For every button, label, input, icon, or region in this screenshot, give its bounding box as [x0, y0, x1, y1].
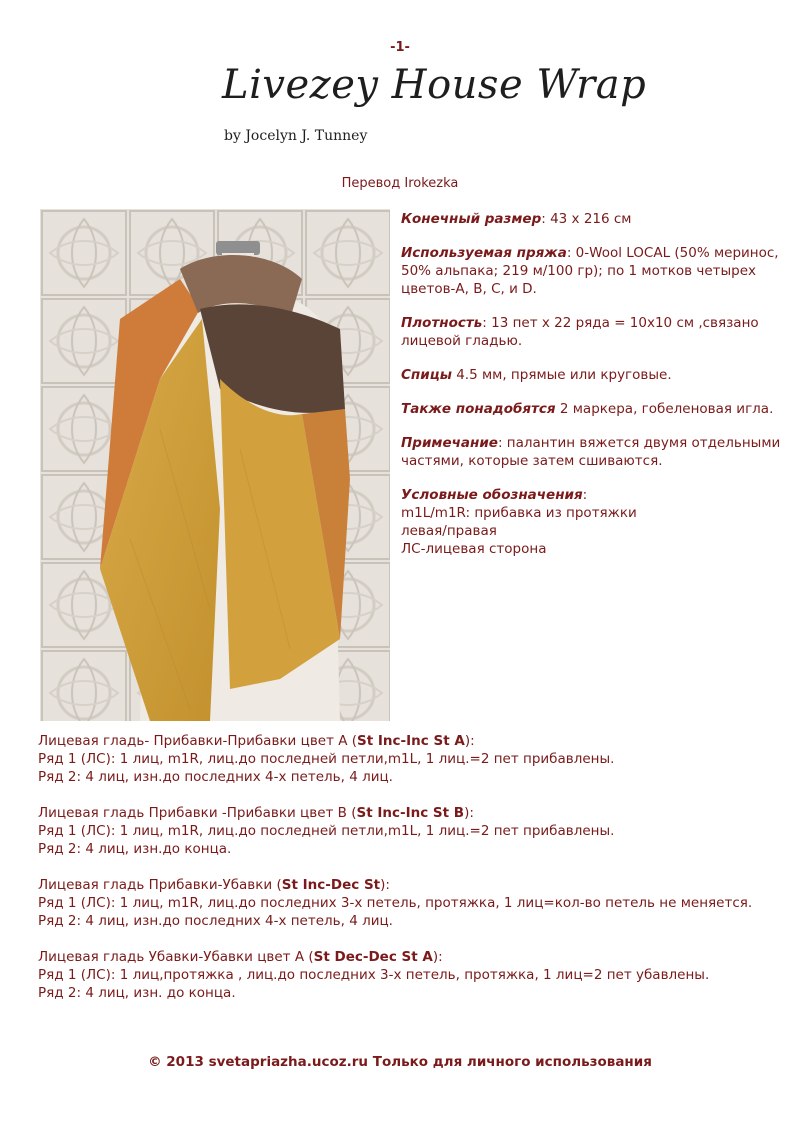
section-heading: Лицевая гладь- Прибавки-Прибавки цвет А (St Inc-Inc St A): — [38, 733, 475, 749]
row-line: Ряд 2: 4 лиц, изн.до последних 4-х петель, 4 лиц. — [38, 769, 393, 785]
page-title: Livezey House Wrap — [222, 62, 647, 108]
section-heading: Лицевая гладь Убавки-Убавки цвет А (St Dec-Dec St A): — [38, 949, 443, 965]
stitch-section — [38, 804, 783, 858]
row-line: Ряд 2: 4 лиц, изн.до конца. — [38, 841, 232, 857]
author-line: by Jocelyn J. Tunney — [224, 128, 368, 144]
section-heading: Лицевая гладь Прибавки -Прибавки цвет В (St Inc-Inc St B): — [38, 805, 474, 821]
row-line: Ряд 2: 4 лиц, изн. до конца. — [38, 985, 236, 1001]
info-finished-size: Конечный размер: 43 x 216 см — [401, 211, 632, 227]
stitch-section — [38, 876, 783, 930]
row-line: Ряд 1 (ЛС): 1 лиц, m1R, лиц.до последней петли,m1L, 1 лиц.=2 пет прибавлены. — [38, 823, 615, 839]
stitch-section — [38, 732, 783, 786]
info-yarn: Используемая пряжа: 0-Wool LOCAL (50% меринос, 50% альпака; 219 м/100 гр); по 1 мотков четырех цветов-A, B, C, и D. — [401, 245, 779, 297]
legend-line: ЛС-лицевая сторона — [401, 541, 547, 557]
row-line: Ряд 1 (ЛС): 1 лиц, m1R, лиц.до последних 3-х петель, протяжка, 1 лиц=кол-во петель не меняется. — [38, 895, 753, 911]
info-notions: Также понадобятся 2 маркера, гобеленовая игла. — [401, 401, 774, 417]
info-gauge: Плотность: 13 пет x 22 ряда = 10x10 см ,связано лицевой гладью. — [401, 315, 759, 349]
row-line: Ряд 1 (ЛС): 1 лиц,протяжка , лиц.до последних 3-х петель, протяжка, 1 лиц=2 пет убавлены. — [38, 967, 710, 983]
row-line: Ряд 2: 4 лиц, изн.до последних 4-х петель, 4 лиц. — [38, 913, 393, 929]
product-photo — [40, 209, 390, 721]
row-line: Ряд 1 (ЛС): 1 лиц, m1R, лиц.до последней петли,m1L, 1 лиц.=2 пет прибавлены. — [38, 751, 615, 767]
info-needles: Спицы 4.5 мм, прямые или круговые. — [401, 367, 672, 383]
stitch-section — [38, 948, 783, 1002]
section-heading: Лицевая гладь Прибавки-Убавки (St Inc-Dec St): — [38, 877, 390, 893]
info-note: Примечание: палантин вяжется двумя отдельными частями, которые затем сшиваются. — [401, 435, 781, 469]
info-legend: Условные обозначения: m1L/m1R: прибавка из протяжки левая/правая ЛС-лицевая сторона — [401, 487, 637, 557]
legend-line: левая/правая — [401, 523, 497, 539]
pattern-info — [401, 210, 781, 558]
stitch-instructions — [38, 732, 783, 1020]
page-number: -1- — [390, 40, 410, 55]
copyright-footer: © 2013 svetapriazha.ucoz.ru Только для личного использования — [148, 1054, 652, 1070]
translator-line: Перевод Irokezka — [341, 176, 459, 191]
legend-line: m1L/m1R: прибавка из протяжки — [401, 505, 637, 521]
